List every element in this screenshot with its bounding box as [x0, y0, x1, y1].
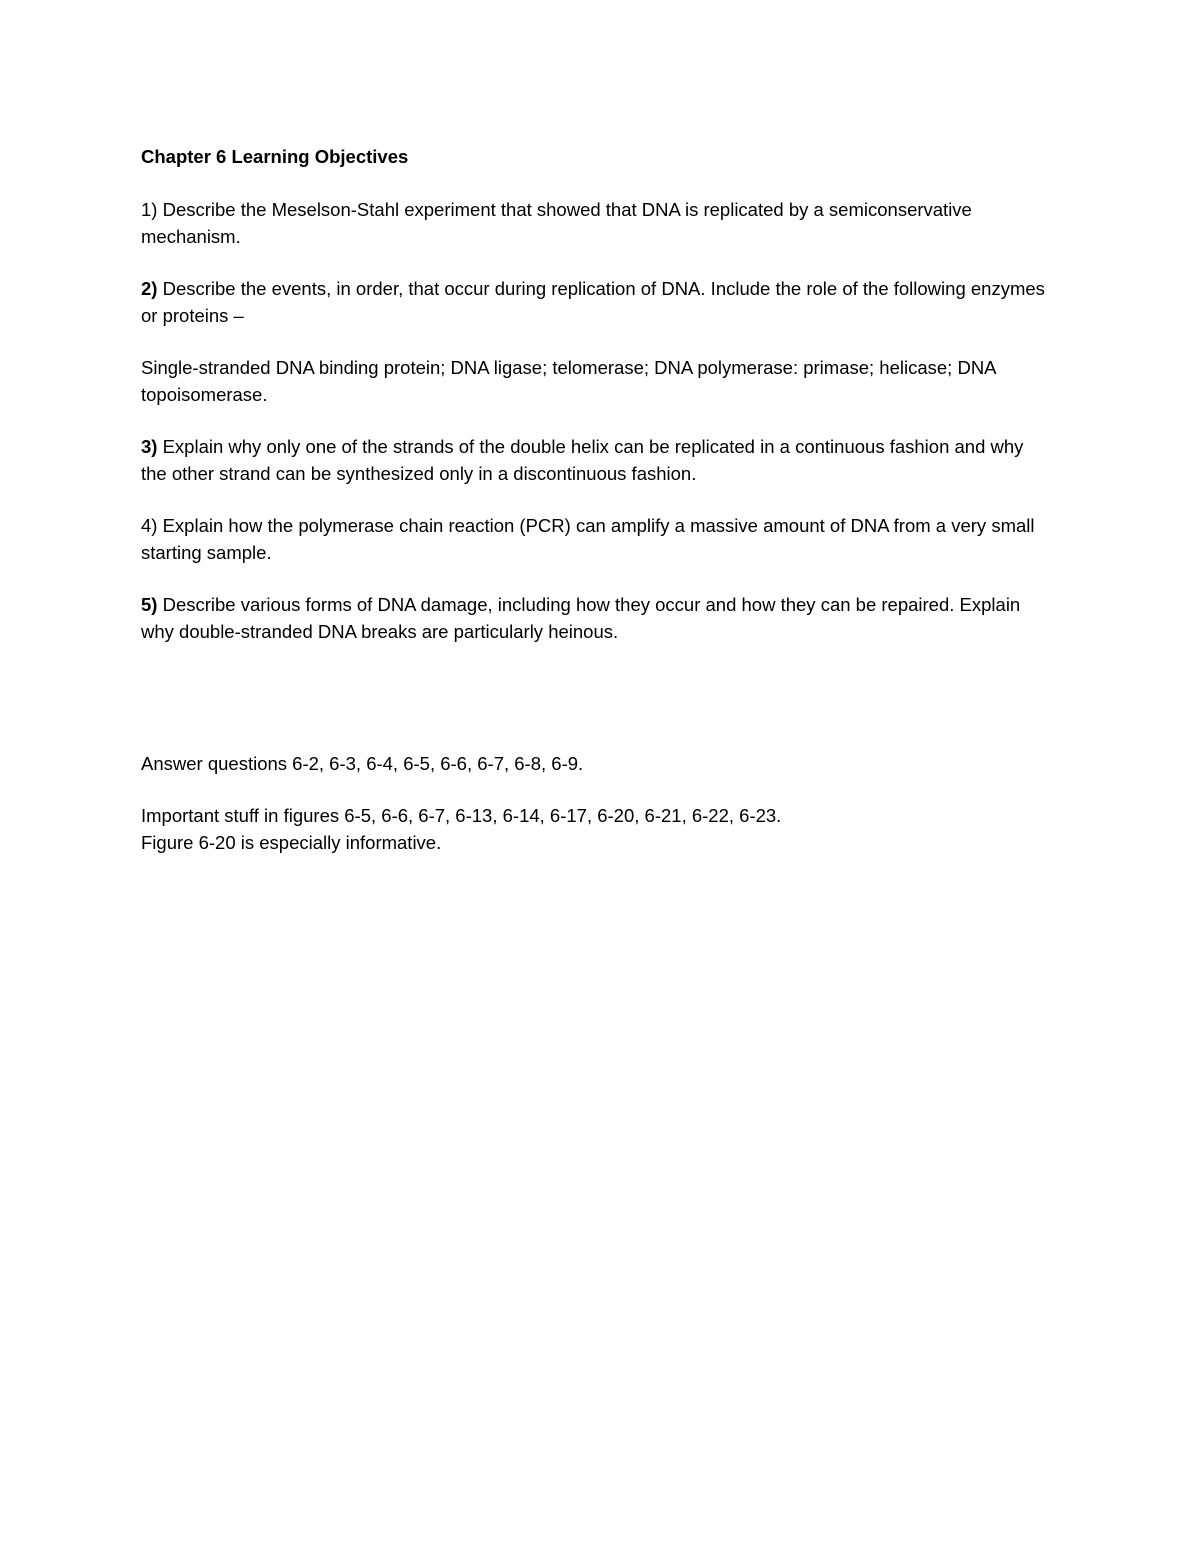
objective-text: Describe the Meselson-Stahl experiment that showed that DNA is replicated by a semiconservative mechanism.: [141, 199, 972, 247]
objective-text: Explain how the polymerase chain reaction (PCR) can amplify a massive amount of DNA from a very small starting sample.: [141, 515, 1035, 563]
objective-number: 4): [141, 515, 158, 536]
spacer: [141, 670, 1051, 750]
enzyme-list-text: Single-stranded DNA binding protein; DNA ligase; telomerase; DNA polymerase: primase; helicase; DNA topoisomerase.: [141, 357, 996, 405]
objective-5: [141, 591, 1051, 645]
document-page: [141, 143, 1051, 881]
objective-text: Explain why only one of the strands of the double helix can be replicated in a continuous fashion and why the other strand can be synthesized only in a discontinuous fashion.: [141, 436, 1024, 484]
objective-number: 2): [141, 278, 158, 299]
enzyme-list: [141, 354, 1051, 408]
objective-number: 3): [141, 436, 158, 457]
objective-text: Describe the events, in order, that occur during replication of DNA. Include the role of the following enzymes or proteins –: [141, 278, 1045, 326]
document-title: Chapter 6 Learning Objectives: [141, 146, 409, 167]
objective-text: Describe various forms of DNA damage, including how they occur and how they can be repaired. Explain why double-stranded DNA breaks are particularly heinous.: [141, 594, 1021, 642]
answer-questions: Answer questions 6-2, 6-3, 6-4, 6-5, 6-6, 6-7, 6-8, 6-9.: [141, 753, 584, 774]
objective-number: 5): [141, 594, 158, 615]
objective-number: 1): [141, 199, 158, 220]
objective-1: [141, 196, 1051, 250]
objective-4: [141, 512, 1051, 566]
objective-2: [141, 275, 1051, 329]
figures-note: [141, 802, 1051, 856]
important-figures: Important stuff in figures 6-5, 6-6, 6-7, 6-13, 6-14, 6-17, 6-20, 6-21, 6-22, 6-23.: [141, 805, 782, 826]
objective-3: [141, 433, 1051, 487]
figure-highlight: Figure 6-20 is especially informative.: [141, 832, 442, 853]
